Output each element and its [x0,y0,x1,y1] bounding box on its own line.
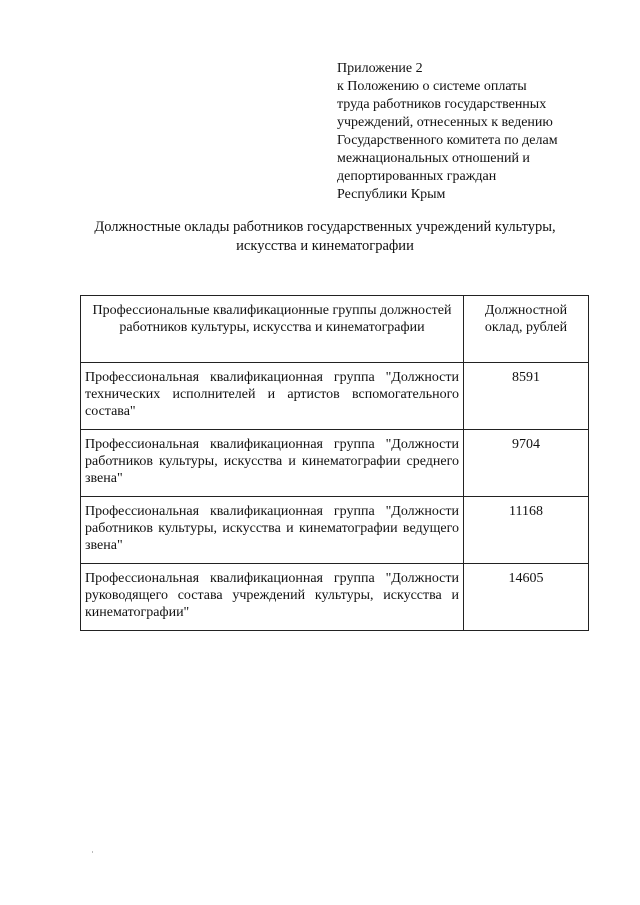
table-header-row [81,296,589,363]
annex-line: Государственного комитета по делам [337,133,558,148]
salary-cell: 14605 [464,564,589,631]
salary-cell: 9704 [464,430,589,497]
salary-cell: 11168 [464,497,589,564]
group-name-cell: Профессиональная квалификационная группа "Должности руководящего состава учреждений культуры, искусства и кинематографии" [81,564,464,631]
title-line: искусства и кинематографии [236,238,414,254]
annex-block [337,60,607,204]
annex-line: межнациональных отношений и [337,151,530,166]
salary-table [80,295,589,631]
group-name-cell: Профессиональная квалификационная группа "Должности работников культуры, искусства и кинематографии среднего звена" [81,430,464,497]
salary-cell: 8591 [464,363,589,430]
document-title [60,218,590,256]
header-group: Профессиональные квалификационные группы должностей работников культуры, искусства и кинематографии [81,296,464,363]
annex-line: депортированных граждан [337,169,497,184]
annex-line: к Положению о системе оплаты [337,79,527,94]
table-row [81,430,589,497]
annex-line: учреждений, отнесенных к ведению [337,115,553,130]
group-name-cell: Профессиональная квалификационная группа "Должности технических исполнителей и артистов вспомогательного состава" [81,363,464,430]
header-salary: Должностной оклад, рублей [464,296,589,363]
table-row [81,564,589,631]
table-row [81,497,589,564]
annex-line: Приложение 2 [337,61,423,76]
scan-speck [92,851,93,853]
annex-line: труда работников государственных [337,97,547,112]
title-line: Должностные оклады работников государственных учреждений культуры, [94,219,556,235]
group-name-cell: Профессиональная квалификационная группа "Должности работников культуры, искусства и кинематографии ведущего звена" [81,497,464,564]
table-row [81,363,589,430]
annex-line: Республики Крым [337,187,446,202]
